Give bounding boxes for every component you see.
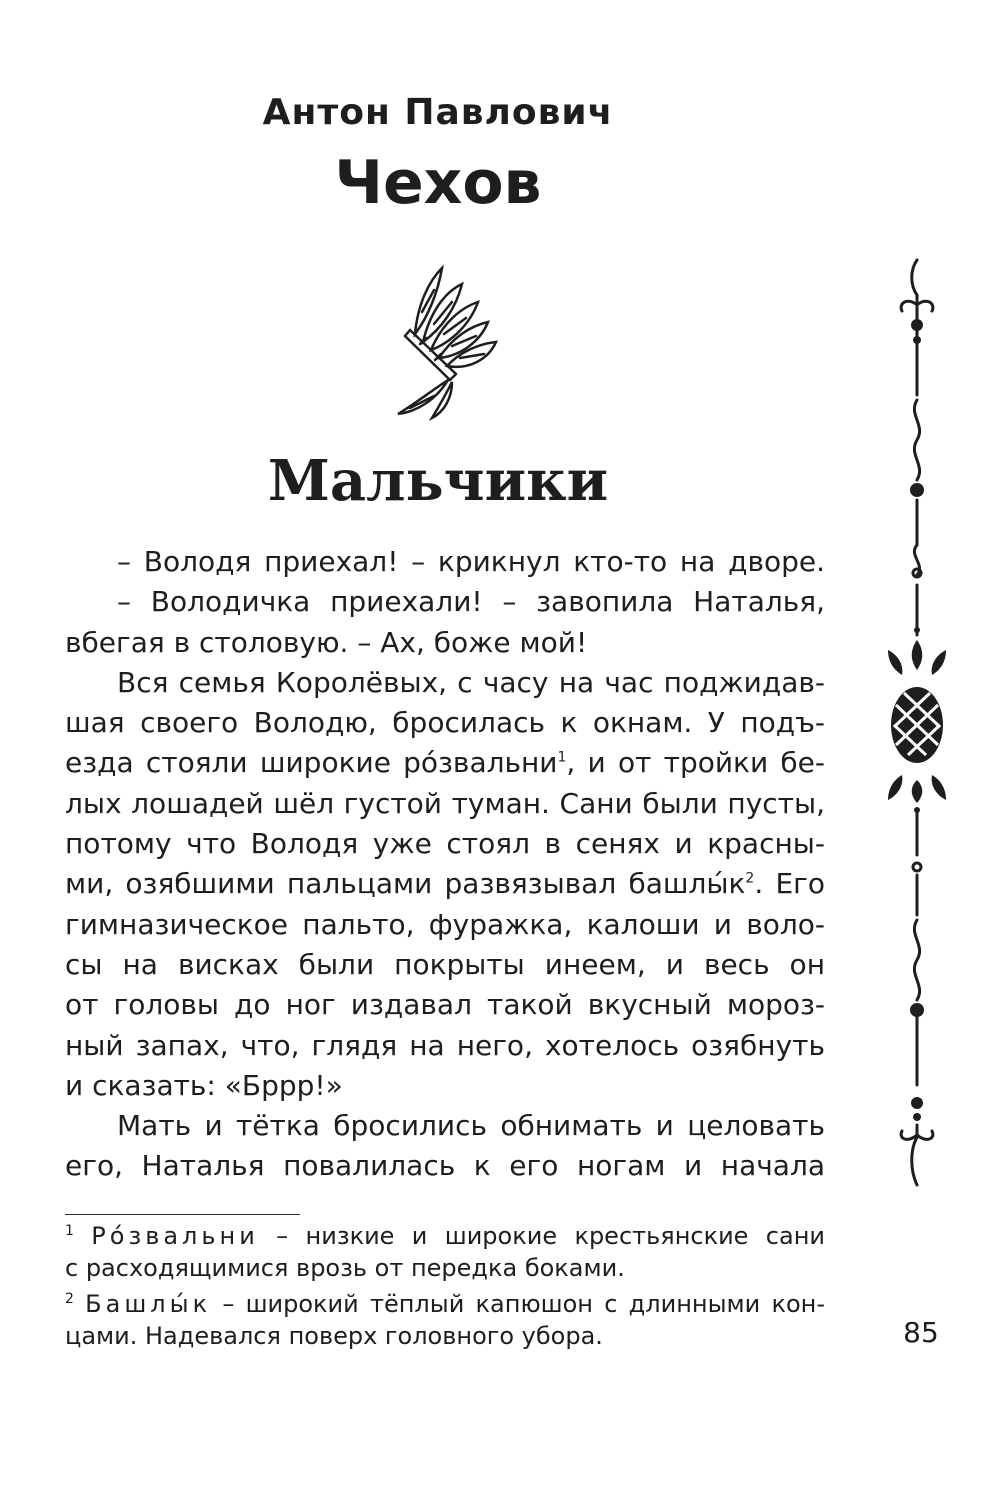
text-line: потому что Володя уже стоял в сенях и красны- [65, 827, 825, 861]
footnote-ref-2: 2 [745, 871, 755, 888]
text-line: его, Наталья повалилась к его ногам и начала [65, 1149, 825, 1183]
text-line [65, 864, 825, 904]
footnote-term: Ро́звальни [91, 1222, 259, 1250]
text-line: Вся семья Королёвых, с часу на час поджидав- [117, 665, 825, 699]
footnote-ref-1: 1 [557, 750, 567, 767]
text-line: вбегая в столовую. – Ах, боже мой! [65, 625, 588, 659]
footnote-2 [65, 1288, 825, 1320]
footnote-1-cont: с расходящимися врозь от передка боками. [65, 1254, 625, 1282]
footnote-marker: 2 [65, 1291, 74, 1307]
author-first-name: Антон Павлович [262, 92, 614, 133]
text-line: лых лошадей шёл густой туман. Сани были пусты, [65, 786, 825, 820]
text-line: сы на висках были покрыты инеем, и весь он [65, 947, 825, 981]
text-line: от головы до ног издавал такой вкусный мороз- [65, 988, 825, 1022]
page-number: 85 [903, 1316, 939, 1349]
footnote-1 [65, 1220, 825, 1252]
text-line: гимназическое пальто, фуражка, калоши и воло- [65, 907, 825, 941]
text-line: Мать и тётка бросились обнимать и целовать [117, 1109, 825, 1143]
text-line [65, 743, 825, 783]
text-line: – Володя приехал! – крикнул кто-то на дворе. [117, 545, 825, 578]
footnote-divider [65, 1214, 300, 1215]
story-text [65, 542, 825, 1187]
text-line: ный запах, что, глядя на него, хотелось озябнуть [65, 1028, 825, 1062]
footnotes [65, 1220, 825, 1352]
story-title: Мальчики [267, 448, 609, 514]
footnote-text: – широкий тёплый капюшон с длинными кон- [211, 1290, 825, 1318]
footnote-2-cont: цами. Надевался поверх головного убора. [65, 1322, 603, 1350]
feather-headdress-icon [390, 262, 510, 422]
text-line: шая своего Володю, бросилась к окнам. У подъ- [65, 706, 825, 740]
author-last-name: Чехов [334, 148, 542, 218]
text-fragment: , и от тройки бе- [566, 746, 825, 780]
ornamental-vertical-border [880, 255, 955, 1190]
text-fragment: . Его [754, 867, 825, 901]
text-fragment: езда стояли широкие ро́звальни [65, 746, 558, 780]
footnote-term: Башлы́к [85, 1290, 212, 1318]
footnote-marker: 1 [65, 1223, 74, 1239]
text-line: и сказать: «Бррр!» [65, 1068, 343, 1102]
footnote-text: – низкие и широкие крестьянские сани [258, 1222, 825, 1250]
text-line: – Володичка приехали! – завопила Наталья, [117, 585, 825, 619]
text-fragment: ми, озябшими пальцами развязывал башлы́к [65, 867, 746, 901]
